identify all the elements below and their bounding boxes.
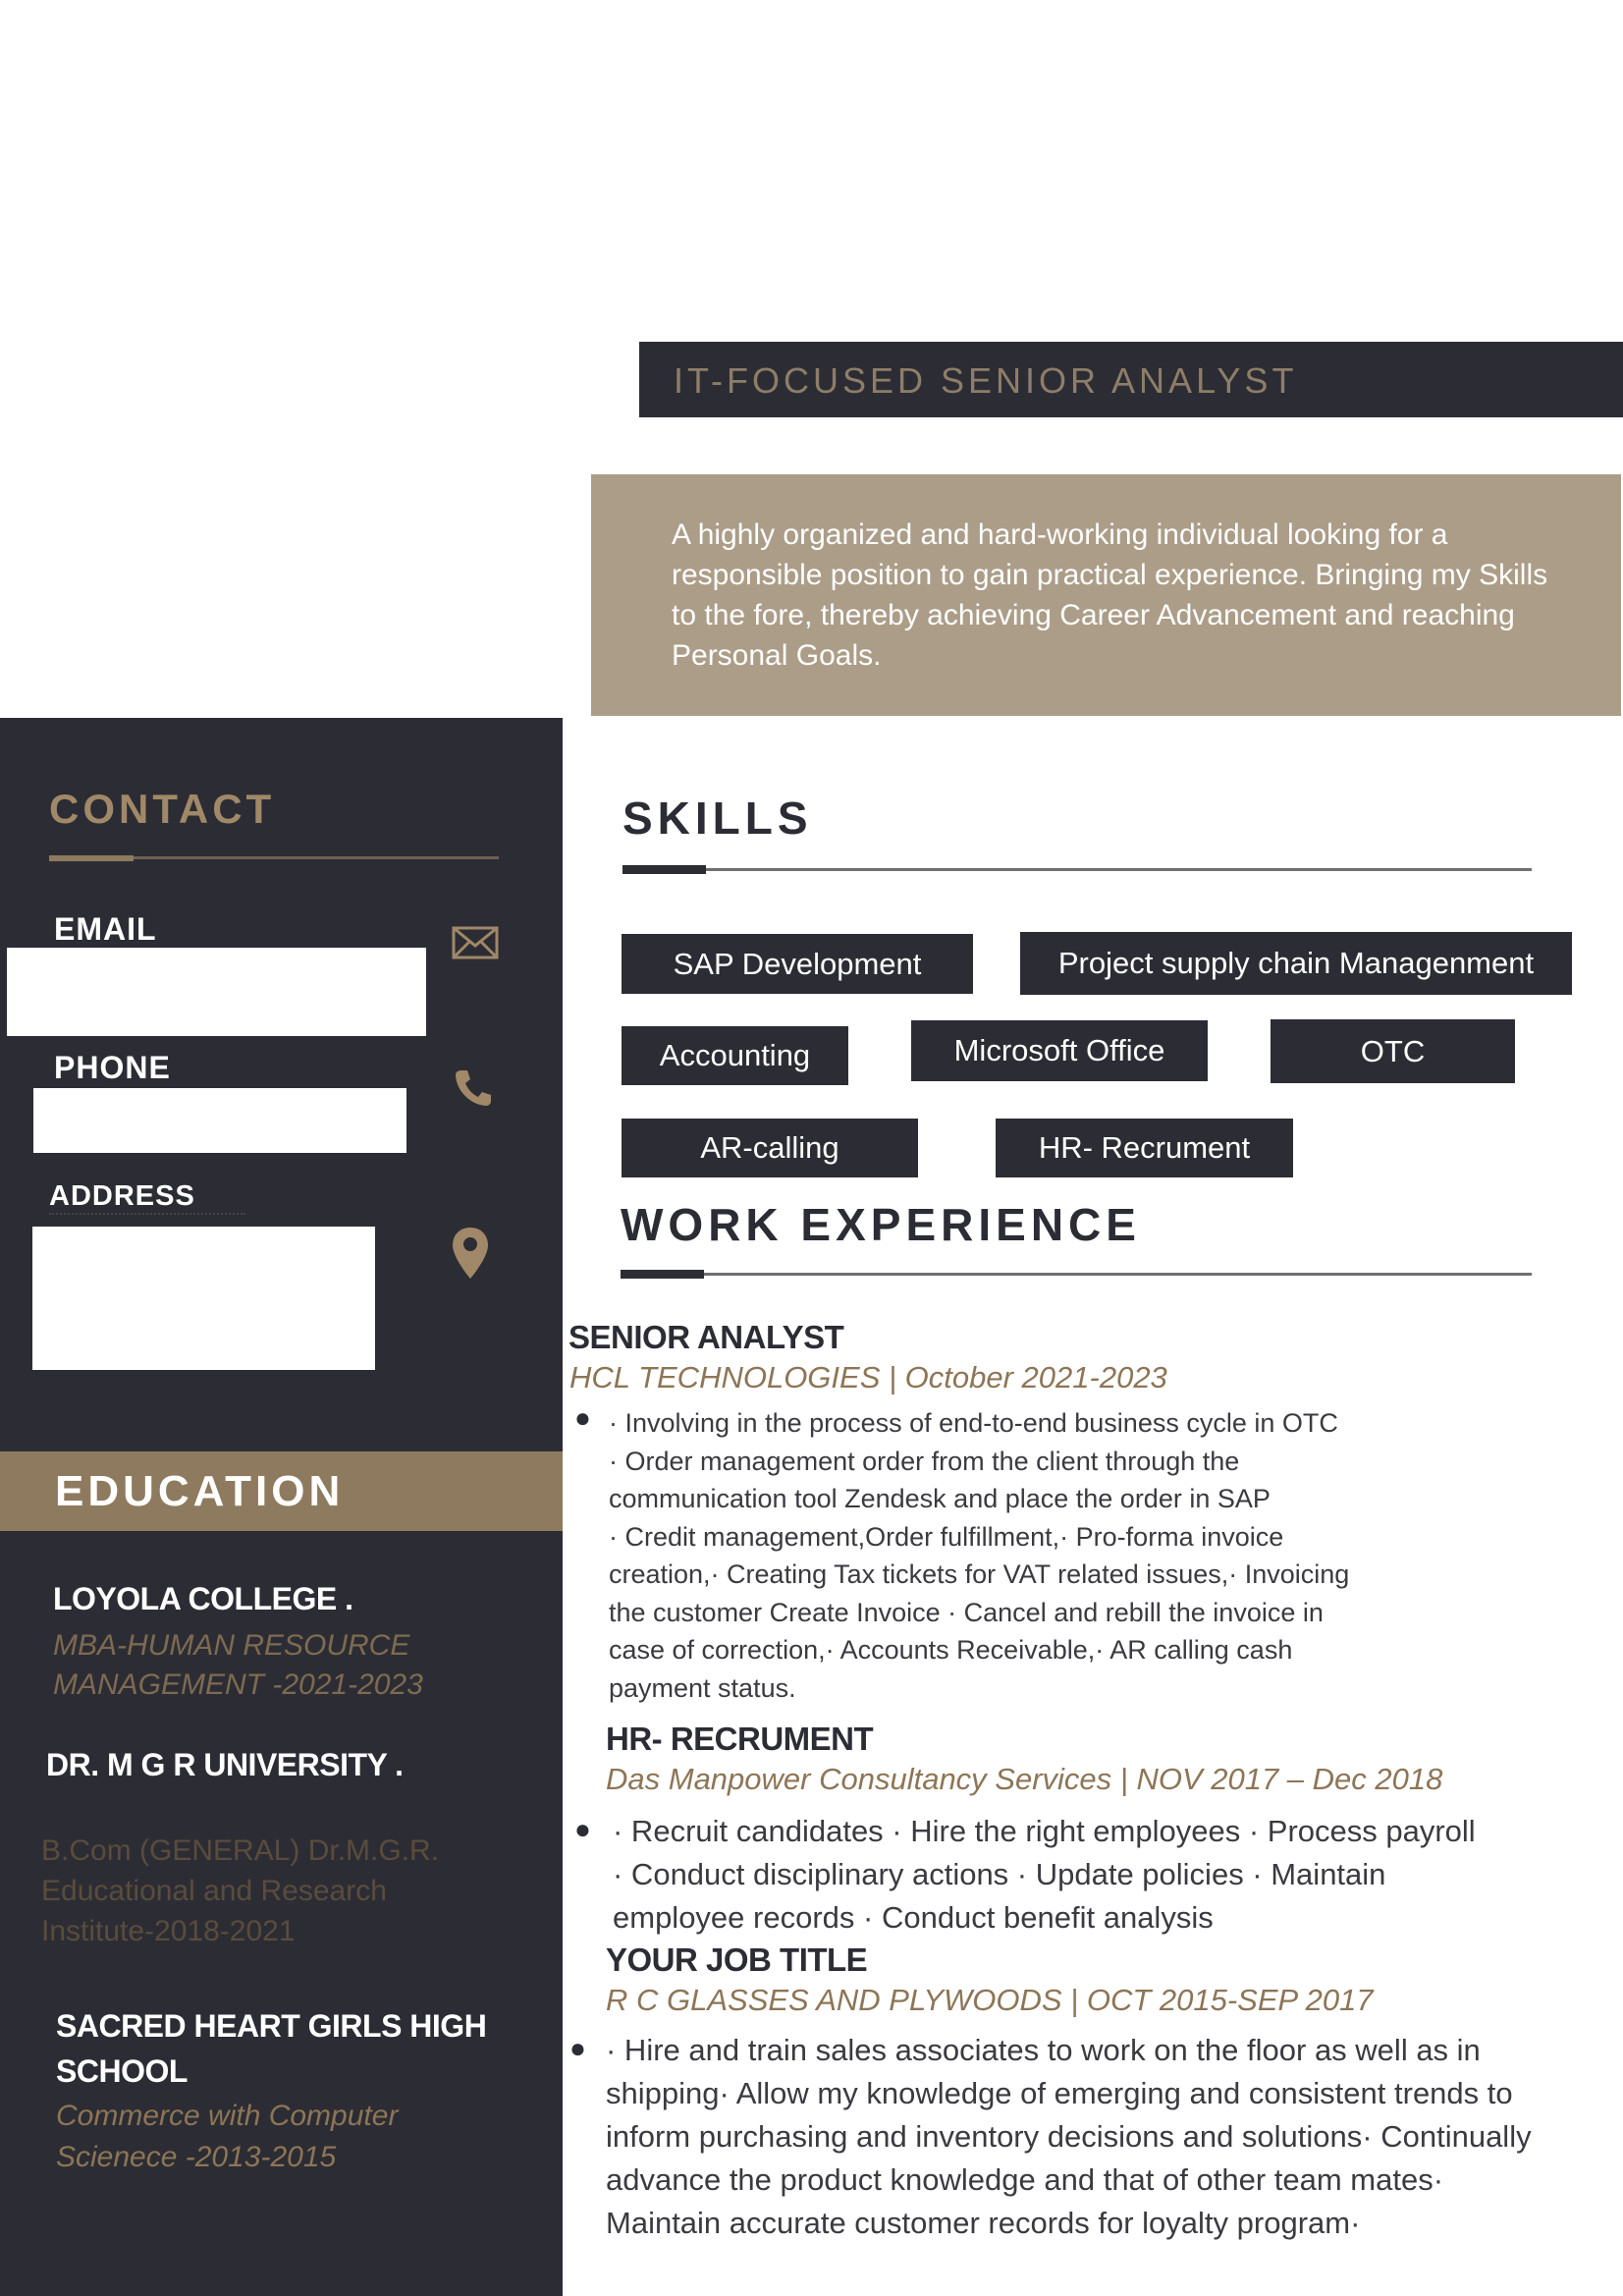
job-company-dates: Das Manpower Consultancy Services | NOV 2017 – Dec 2018: [606, 1762, 1443, 1796]
bullet-icon: ●: [574, 1814, 591, 1844]
bullet-icon: ●: [574, 1402, 591, 1433]
resume-title: IT-FOCUSED SENIOR ANALYST: [674, 360, 1298, 401]
skill-tag: Microsoft Office: [911, 1020, 1208, 1081]
work-experience-heading: WORK EXPERIENCE: [621, 1199, 1141, 1250]
job-company-dates: HCL TECHNOLOGIES | October 2021-2023: [569, 1360, 1167, 1394]
email-label: EMAIL: [54, 911, 157, 947]
address-label: ADDRESS: [49, 1180, 195, 1212]
school-name: DR. M G R UNIVERSITY .: [46, 1747, 404, 1782]
job-title: YOUR JOB TITLE: [606, 1941, 868, 1978]
phone-icon: [453, 1067, 494, 1109]
degree-text: MBA-HUMAN RESOURCE MANAGEMENT -2021-2023: [53, 1629, 423, 1701]
email-redacted: [7, 948, 426, 1036]
work-divider-accent: [621, 1270, 704, 1279]
job-title: SENIOR ANALYST: [568, 1319, 844, 1355]
skill-tag: Accounting: [622, 1026, 848, 1085]
phone-label: PHONE: [54, 1050, 171, 1085]
bullet-icon: ●: [569, 2033, 586, 2063]
degree-text: Commerce with Computer Scienece -2013-2015: [56, 2100, 399, 2173]
address-obscured-text: [49, 1213, 245, 1223]
summary-text: A highly organized and hard-working individual looking for a responsible position to gain practical experience. Bringing my Skills to the fore, thereby achieving Career Advancement and reaching Personal Goals.: [672, 519, 1548, 672]
skills-heading: SKILLS: [622, 793, 813, 844]
education-heading: EDUCATION: [55, 1467, 345, 1515]
phone-redacted: [33, 1088, 406, 1153]
job-title: HR- RECRUMENT: [606, 1721, 874, 1757]
address-redacted: [32, 1227, 375, 1370]
job-description: · Involving in the process of end-to-end business cycle in OTC · Order management order from the client through the communication tool Zendesk and place the order in SAP · Credit management,Order fulfillment,· Pro-forma invoice creation,· Creating Tax tickets for VAT related issues,· Invoicing the customer Create Invoice · Cancel and rebill the invoice in case of correction,· Accounts Receivable,· AR calling cash payment status.: [609, 1408, 1350, 1703]
envelope-icon: [452, 926, 499, 959]
contact-heading: CONTACT: [49, 786, 276, 832]
skill-tag: Project supply chain Managenment: [1020, 932, 1572, 995]
map-pin-icon: [451, 1226, 490, 1281]
skills-divider: [622, 868, 1532, 871]
skill-tag: OTC: [1271, 1019, 1515, 1083]
work-divider: [621, 1273, 1532, 1276]
job-description: · Hire and train sales associates to work on the floor as well as in shipping· Allow my knowledge of emerging and consistent trends to inform purchasing and inventory decisions and solutions· Continually advance the product knowledge and that of other team mates· Maintain accurate customer records for loyalty program·: [606, 2033, 1532, 2240]
degree-text: B.Com (GENERAL) Dr.M.G.R. Educational and Research Institute-2018-2021: [41, 1834, 440, 1947]
skill-tag: SAP Development: [622, 934, 973, 994]
skills-divider-accent: [622, 865, 706, 874]
school-name: LOYOLA COLLEGE .: [53, 1581, 353, 1616]
job-company-dates: R C GLASSES AND PLYWOODS | OCT 2015-SEP 2017: [606, 1983, 1374, 2017]
skill-tag: HR- Recrument: [996, 1119, 1293, 1177]
school-name: SACRED HEART GIRLS HIGH SCHOOL: [56, 2008, 487, 2089]
job-description: · Recruit candidates · Hire the right employees · Process payroll · Conduct disciplinary actions · Update policies · Maintain employee records · Conduct benefit analysis: [613, 1814, 1476, 1935]
contact-divider-accent: [49, 855, 134, 861]
skill-tag: AR-calling: [622, 1119, 918, 1177]
